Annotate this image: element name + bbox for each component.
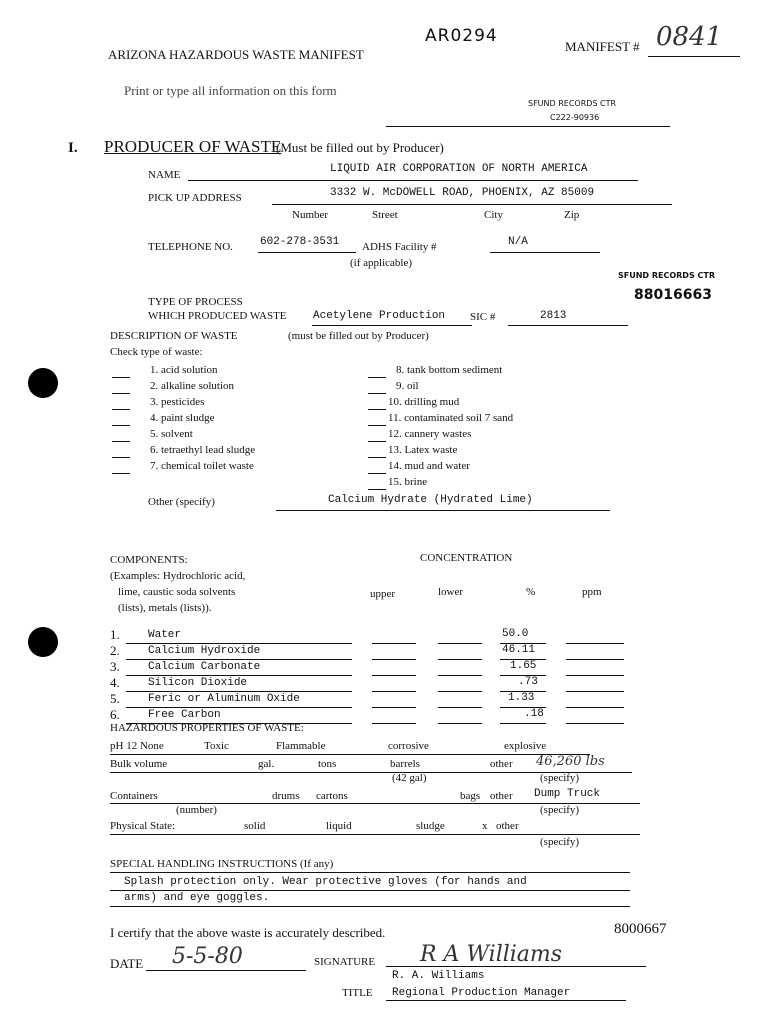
adhs-label: ADHS Facility # xyxy=(362,241,437,253)
name-line xyxy=(188,180,638,181)
name-label: NAME xyxy=(148,169,181,181)
number-label: (number) xyxy=(176,804,217,816)
component-name-1: Water xyxy=(148,629,182,641)
process-value: Acetylene Production xyxy=(313,310,446,322)
components-example-3: (lists), metals (lists)). xyxy=(118,602,212,614)
ppm-line-3 xyxy=(566,675,624,676)
other-specify-value: Calcium Hydrate (Hydrated Lime) xyxy=(328,494,533,506)
component-pct-5: 1.33 xyxy=(508,692,535,704)
col-ppm: ppm xyxy=(582,586,602,598)
stamp-sfund-2: SFUND RECORDS CTR xyxy=(618,271,715,280)
description-note: (must be filled out by Producer) xyxy=(288,330,429,342)
component-name-3: Calcium Carbonate xyxy=(148,661,261,673)
pct-line-6 xyxy=(500,723,546,724)
waste-type-12: 12. cannery wastes xyxy=(388,428,472,440)
physical-line xyxy=(110,834,640,835)
col-lower: lower xyxy=(438,586,464,598)
ph-label: pH 12 None xyxy=(110,740,164,752)
components-example-1: (Examples: Hydrochloric acid, xyxy=(110,570,246,582)
component-pct-3: 1.65 xyxy=(510,660,537,672)
manifest-line xyxy=(648,56,740,57)
check-type-label: Check type of waste: xyxy=(110,346,203,358)
section-title: PRODUCER OF WASTE xyxy=(104,137,282,156)
section-number: I. xyxy=(68,140,78,156)
component-line-4 xyxy=(126,691,352,692)
waste-type-2: 2. alkaline solution xyxy=(150,380,235,392)
waste-type-8: 8. tank bottom sediment xyxy=(396,364,503,376)
checkbox-10[interactable] xyxy=(368,409,386,410)
waste-type-7: 7. chemical toilet waste xyxy=(150,460,254,472)
lower-line-1 xyxy=(438,643,482,644)
checkbox-15[interactable] xyxy=(368,489,386,490)
lower-line-2 xyxy=(438,659,482,660)
date-value: 5-5-80 xyxy=(172,944,243,969)
header-rule xyxy=(386,126,670,127)
waste-type-9: 9. oil xyxy=(396,380,419,392)
waste-type-5: 5. solvent xyxy=(150,428,193,440)
col-upper: upper xyxy=(370,588,396,600)
checkbox-13[interactable] xyxy=(368,457,386,458)
specify-label-2: (specify) xyxy=(540,804,580,816)
checkbox-2[interactable] xyxy=(112,393,130,394)
ppm-line-1 xyxy=(566,643,624,644)
signer-name: R. A. Williams xyxy=(392,970,485,982)
addr-col-street: Street xyxy=(372,209,398,221)
toxic-label: Toxic xyxy=(204,740,229,752)
special-line-1 xyxy=(110,890,630,891)
component-name-6: Free Carbon xyxy=(148,709,221,721)
other-label-bulk: other xyxy=(490,758,513,770)
punch-hole-2 xyxy=(28,627,58,657)
form-title: ARIZONA HAZARDOUS WASTE MANIFEST xyxy=(108,47,364,62)
flammable-label: Flammable xyxy=(276,740,326,752)
concentration-header: CONCENTRATION xyxy=(420,552,513,564)
components-example-2: lime, caustic soda solvents xyxy=(118,586,236,598)
signature-label: SIGNATURE xyxy=(314,956,376,968)
hazard-properties-title: HAZARDOUS PROPERTIES OF WASTE: xyxy=(110,722,304,734)
component-number-6: 6. xyxy=(110,707,120,722)
sic-value: 2813 xyxy=(540,310,567,322)
component-number-2: 2. xyxy=(110,643,120,658)
cartons-label: cartons xyxy=(316,790,348,802)
component-number-1: 1. xyxy=(110,627,120,642)
checkbox-7[interactable] xyxy=(112,473,130,474)
checkbox-11[interactable] xyxy=(368,425,386,426)
component-line-3 xyxy=(126,675,352,676)
ppm-line-2 xyxy=(566,659,624,660)
waste-type-13: 13. Latex waste xyxy=(388,444,458,456)
upper-line-2 xyxy=(372,659,416,660)
component-number-3: 3. xyxy=(110,659,120,674)
checkbox-12[interactable] xyxy=(368,441,386,442)
addr-col-number: Number xyxy=(292,209,329,221)
doc-number: AR0294 xyxy=(425,26,498,46)
manifest-number: 0841 xyxy=(656,22,723,52)
component-line-1 xyxy=(126,643,352,644)
title-label: TITLE xyxy=(342,987,373,999)
special-line-2 xyxy=(110,906,630,907)
component-pct-2: 46.11 xyxy=(502,644,536,656)
waste-type-6: 6. tetraethyl lead sludge xyxy=(150,444,256,456)
address-line xyxy=(272,204,672,205)
drums-label: drums xyxy=(272,790,300,802)
component-pct-4: .73 xyxy=(518,676,538,688)
checkbox-8[interactable] xyxy=(368,377,386,378)
container-other-value: Dump Truck xyxy=(534,788,601,800)
checkbox-14[interactable] xyxy=(368,473,386,474)
ppm-line-6 xyxy=(566,723,624,724)
checkbox-4[interactable] xyxy=(112,425,130,426)
adhs-line xyxy=(490,252,600,253)
description-label: DESCRIPTION OF WASTE xyxy=(110,330,238,342)
section-note: (Must be filled out by Producer) xyxy=(276,140,444,155)
component-line-2 xyxy=(126,659,352,660)
corrosive-label: corrosive xyxy=(388,740,429,752)
waste-type-15: 15. brine xyxy=(388,476,428,488)
instruction-text: Print or type all information on this form xyxy=(124,83,337,98)
upper-line-5 xyxy=(372,707,416,708)
other-specify-line xyxy=(276,510,610,511)
containers-label: Containers xyxy=(110,790,158,802)
physical-state-label: Physical State: xyxy=(110,820,176,832)
signer-title: Regional Production Manager xyxy=(392,987,571,999)
other-specify-label: Other (specify) xyxy=(148,496,215,508)
addr-col-zip: Zip xyxy=(564,209,580,221)
component-name-2: Calcium Hydroxide xyxy=(148,645,261,657)
component-pct-1: 50.0 xyxy=(502,628,529,640)
signature-line xyxy=(386,966,646,967)
certification-text: I certify that the above waste is accurately described. xyxy=(110,925,386,940)
waste-type-10: 10. drilling mud xyxy=(388,396,460,408)
tons-label: tons xyxy=(318,758,337,770)
gal-label: gal. xyxy=(258,758,275,770)
sic-line xyxy=(508,325,628,326)
lower-line-4 xyxy=(438,691,482,692)
pickup-address-label: PICK UP ADDRESS xyxy=(148,192,242,204)
signature: R A Williams xyxy=(420,942,563,967)
process-label-1: TYPE OF PROCESS xyxy=(148,296,243,308)
component-number-4: 4. xyxy=(110,675,120,690)
component-number-5: 5. xyxy=(110,691,120,706)
waste-type-14: 14. mud and water xyxy=(388,460,470,472)
stamp-sfund: SFUND RECORDS CTR xyxy=(528,99,617,108)
process-label-2: WHICH PRODUCED WASTE xyxy=(148,310,287,322)
component-name-5: Feric or Aluminum Oxide xyxy=(148,693,300,705)
gal42-label: (42 gal) xyxy=(392,772,427,784)
waste-type-4: 4. paint sludge xyxy=(150,412,215,424)
ppm-line-5 xyxy=(566,707,624,708)
lower-line-6 xyxy=(438,723,482,724)
phone-line xyxy=(258,252,356,253)
liquid-label: liquid xyxy=(326,820,352,832)
stamp-number-2: 88016663 xyxy=(634,287,712,303)
checkbox-3[interactable] xyxy=(112,409,130,410)
date-line xyxy=(146,970,306,971)
sludge-label: sludge xyxy=(416,820,445,832)
special-line-0 xyxy=(110,872,630,873)
checkbox-1[interactable] xyxy=(112,377,130,378)
stamp-code: C222-90936 xyxy=(550,113,600,122)
addr-col-city: City xyxy=(484,209,503,221)
bulk-volume-label: Bulk volume xyxy=(110,758,168,770)
components-label: COMPONENTS: xyxy=(110,554,188,566)
waste-type-11: 11. contaminated soil 7 sand xyxy=(388,412,514,424)
waste-type-1: 1. acid solution xyxy=(150,364,218,376)
producer-name: LIQUID AIR CORPORATION OF NORTH AMERICA xyxy=(330,163,588,175)
process-line xyxy=(312,325,472,326)
special-handling-label: SPECIAL HANDLING INSTRUCTIONS (If any) xyxy=(110,858,334,870)
lower-line-5 xyxy=(438,707,482,708)
checkbox-9[interactable] xyxy=(368,393,386,394)
physical-x-mark: x xyxy=(482,820,488,832)
bulk-other-value: 46,260 lbs xyxy=(536,754,605,769)
sic-label: SIC # xyxy=(470,311,496,323)
manifest-label: MANIFEST # xyxy=(565,39,640,54)
checkbox-5[interactable] xyxy=(112,441,130,442)
pickup-address: 3332 W. McDOWELL ROAD, PHOENIX, AZ 85009 xyxy=(330,187,595,199)
bags-label: bags xyxy=(460,790,481,802)
specify-label-1: (specify) xyxy=(540,772,580,784)
checkbox-6[interactable] xyxy=(112,457,130,458)
telephone: 602-278-3531 xyxy=(260,236,340,248)
lower-line-3 xyxy=(438,675,482,676)
date-label: DATE xyxy=(110,956,144,971)
waste-type-3: 3. pesticides xyxy=(150,396,205,408)
physical-other-label: other xyxy=(496,820,519,832)
specify-label-3: (specify) xyxy=(540,836,580,848)
bottom-doc-id: 8000667 xyxy=(614,921,667,937)
component-pct-6: .18 xyxy=(524,708,544,720)
upper-line-6 xyxy=(372,723,416,724)
upper-line-3 xyxy=(372,675,416,676)
special-handling-line-2: arms) and eye goggles. xyxy=(124,892,270,904)
other-label-containers: other xyxy=(490,790,513,802)
component-name-4: Silicon Dioxide xyxy=(148,677,248,689)
upper-line-4 xyxy=(372,691,416,692)
special-handling-line-1: Splash protection only. Wear protective gloves (for hands and xyxy=(124,876,527,888)
adhs-value: N/A xyxy=(508,236,528,248)
explosive-label: explosive xyxy=(504,740,547,752)
ppm-line-4 xyxy=(566,691,624,692)
barrels-label: barrels xyxy=(390,758,420,770)
telephone-label: TELEPHONE NO. xyxy=(148,241,233,253)
upper-line-1 xyxy=(372,643,416,644)
solid-label: solid xyxy=(244,820,266,832)
if-applicable: (if applicable) xyxy=(350,257,412,269)
col-percent: % xyxy=(526,586,536,598)
component-line-5 xyxy=(126,707,352,708)
hazard-line xyxy=(110,754,590,755)
punch-hole-1 xyxy=(28,368,58,398)
title-line xyxy=(386,1000,626,1001)
